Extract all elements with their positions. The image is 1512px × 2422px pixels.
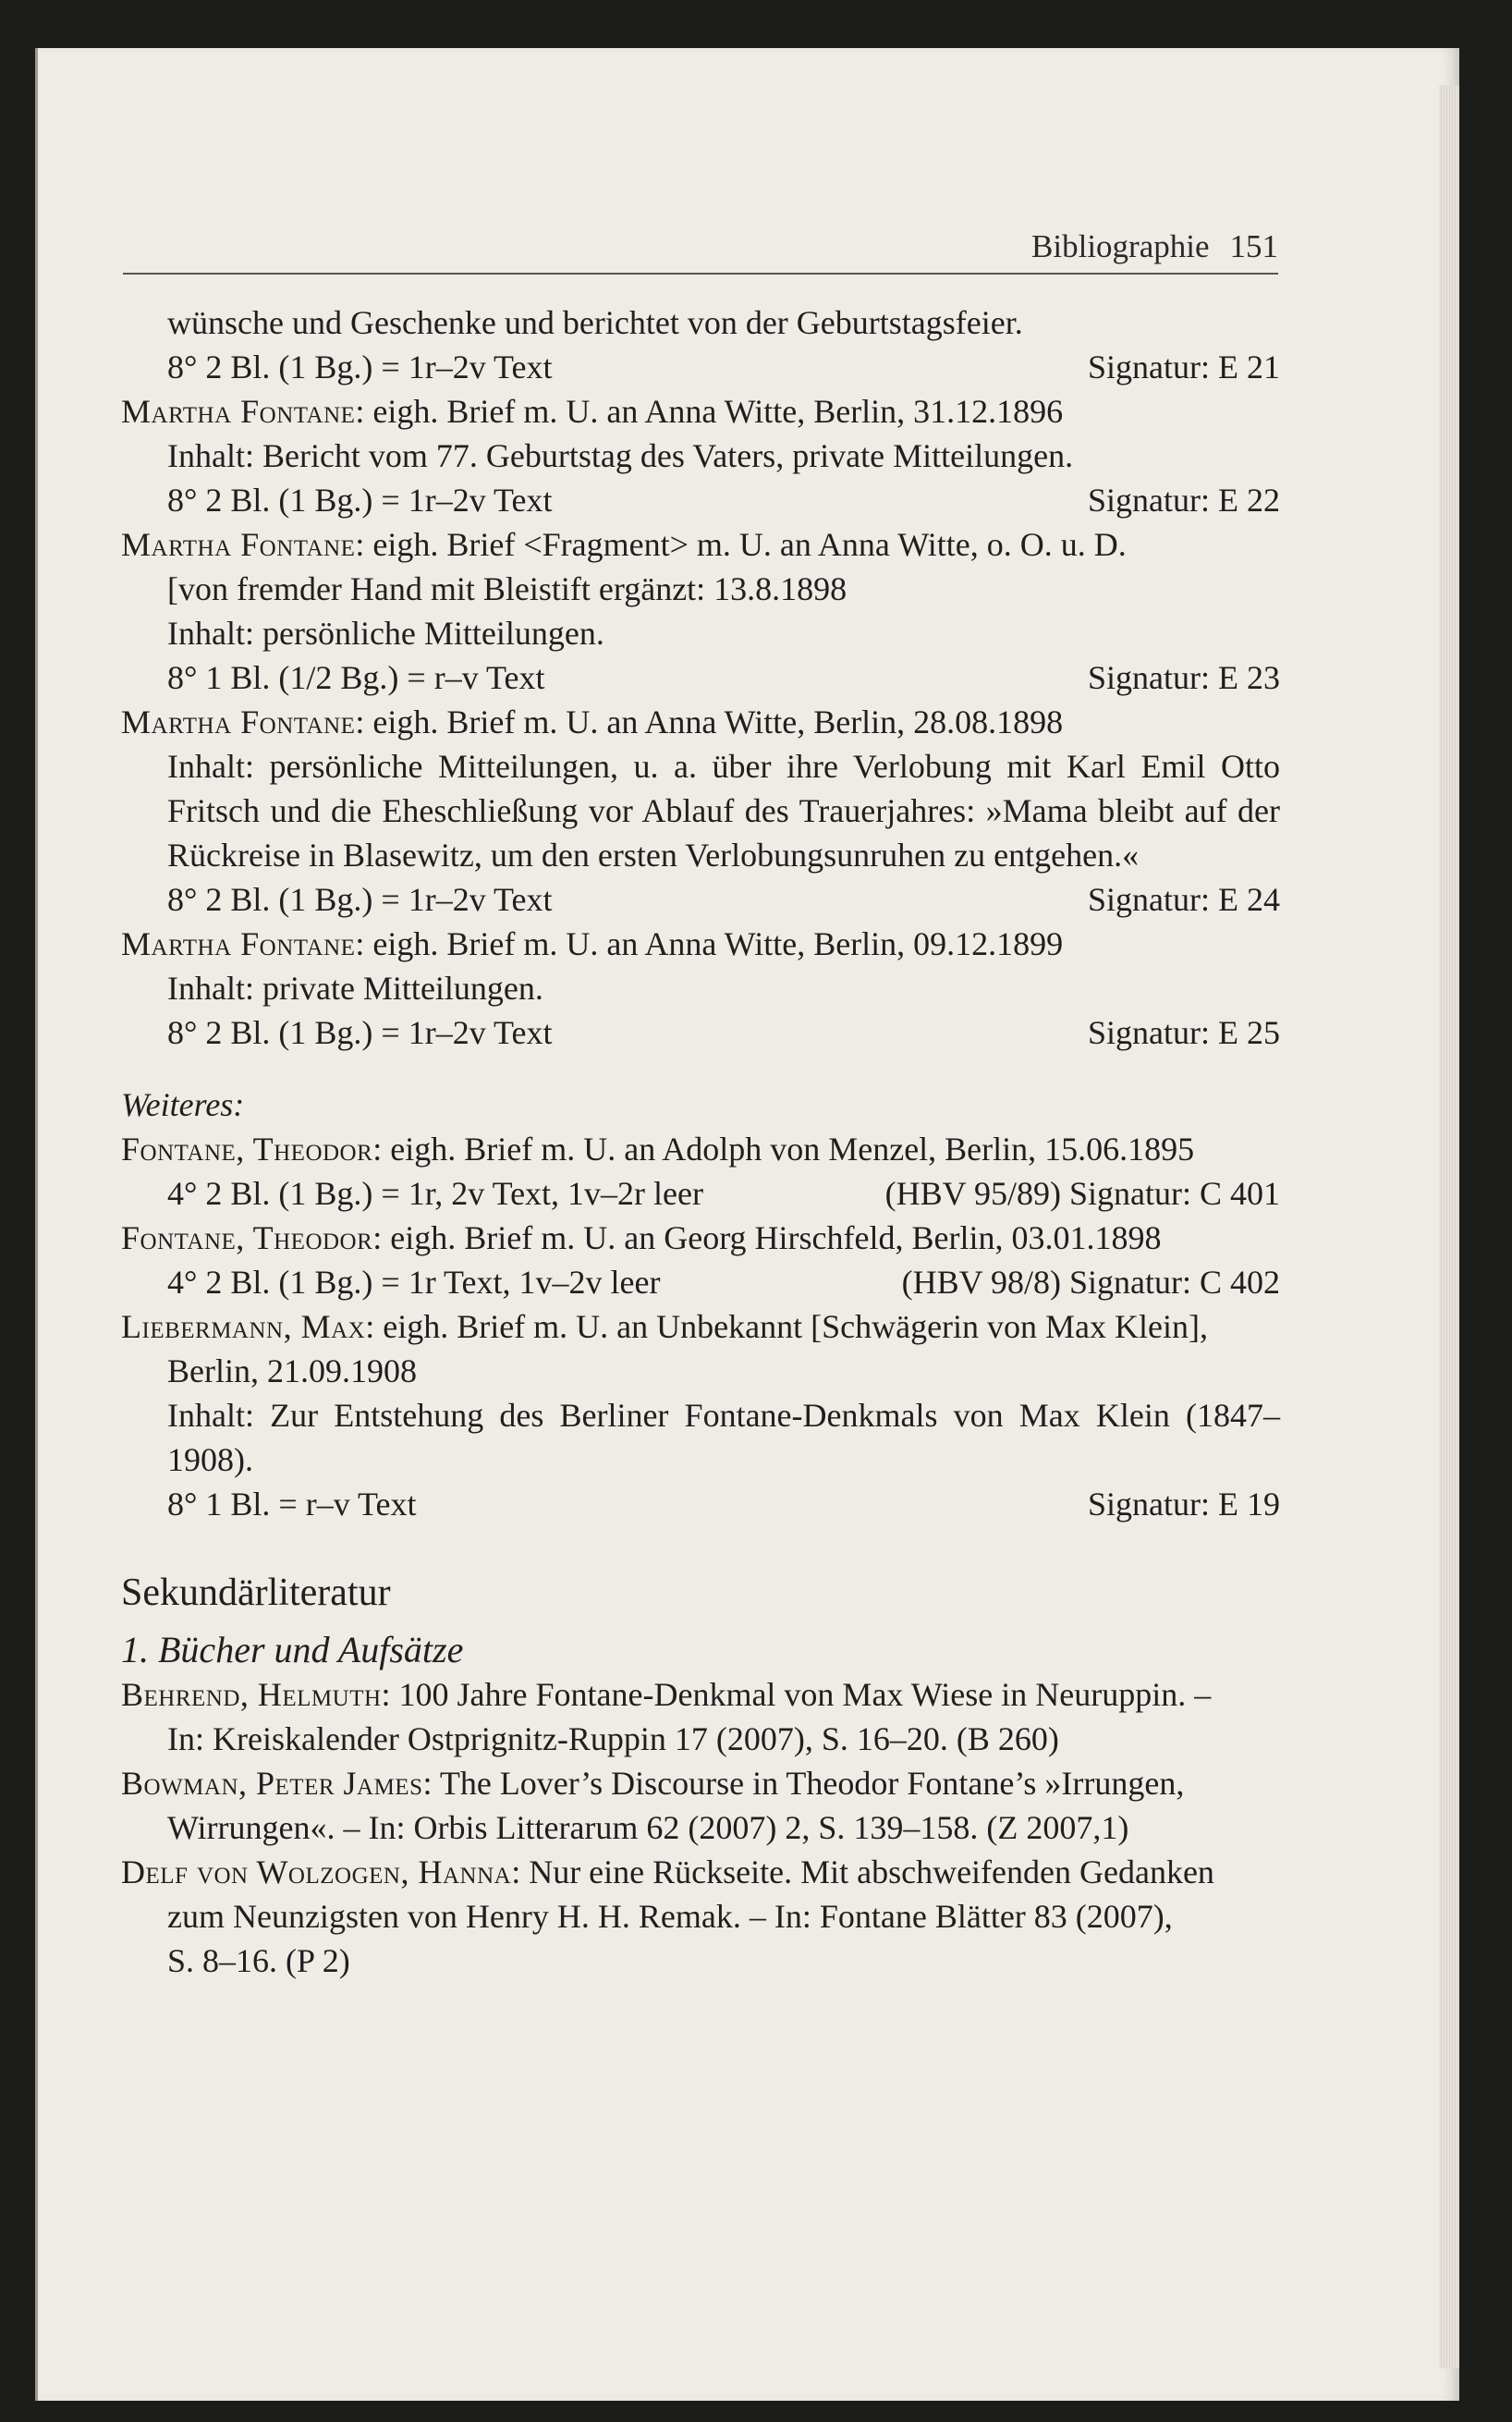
entry-line: Inhalt: Bericht vom 77. Geburtstag des Vaters, private Mitteilungen.: [167, 437, 1074, 474]
entry-format-line: [121, 1482, 1280, 1526]
entry-text: : eigh. Brief m. U. an Georg Hirschfeld, Berlin, 03.01.1898: [372, 1219, 1162, 1256]
entry-format-line: [121, 1260, 1280, 1304]
lit-heading: [121, 1850, 1280, 1894]
entry-format: 8° 2 Bl. (1 Bg.) = 1r–2v Text: [167, 1014, 553, 1051]
subsection-heading: 1. Bücher und Aufsätze: [121, 1629, 464, 1670]
entry-format-line: [121, 478, 1280, 522]
spacer: [121, 1055, 1280, 1083]
entry-signatur: (HBV 98/8) Signatur: C 402: [901, 1264, 1280, 1301]
entry-signatur: Signatur: E 21: [1088, 349, 1280, 385]
entry-line: Inhalt: persönliche Mitteilungen, u. a. über ihre Verlobung mit Karl Emil Otto: [167, 748, 1280, 785]
entry-line: Fritsch und die Eheschließung vor Ablauf des Trauerjahres: »Mama bleibt auf der: [167, 792, 1280, 829]
archive-entry: [121, 300, 1280, 389]
entry-line: Berlin, 21.09.1908: [167, 1352, 417, 1389]
entry-text: : eigh. Brief m. U. an Anna Witte, Berlin, 31.12.1896: [355, 393, 1064, 430]
entry-format: 8° 2 Bl. (1 Bg.) = 1r–2v Text: [167, 482, 553, 519]
page-stack-edge: [1439, 85, 1459, 2368]
entry-line: 1908).: [167, 1441, 253, 1478]
entry-heading: [121, 389, 1280, 434]
entry-text: : eigh. Brief <Fragment> m. U. an Anna Witte, o. O. u. D.: [355, 526, 1127, 563]
literature-entry: [121, 1850, 1280, 1983]
entry-format-line: [121, 1010, 1280, 1055]
lit-line: Wirrungen«. – In: Orbis Litterarum 62 (2007) 2, S. 139–158. (Z 2007,1): [167, 1809, 1129, 1846]
entry-author: Martha Fontane: [121, 393, 356, 430]
entry-author: Martha Fontane: [121, 526, 356, 563]
entry-author: Liebermann, Max: [121, 1308, 366, 1345]
section-heading: Sekundärliteratur: [121, 1572, 391, 1614]
page-number: 151: [1229, 228, 1278, 264]
entry-heading: [121, 1304, 1280, 1349]
lit-text: : The Lover’s Discourse in Theodor Fontane’s »Irrungen,: [422, 1765, 1185, 1802]
entry-format-line: [121, 345, 1280, 389]
lit-line: S. 8–16. (P 2): [167, 1942, 350, 1979]
lit-heading: [121, 1672, 1280, 1717]
entry-line: wünsche und Geschenke und berichtet von der Geburtstagsfeier.: [167, 304, 1023, 341]
archive-entry: [121, 1304, 1280, 1526]
lit-author: Bowman, Peter James: [121, 1765, 423, 1802]
entry-line: Rückreise in Blasewitz, um den ersten Verlobungsunruhen zu entgehen.«: [167, 837, 1140, 874]
entry-heading: [121, 922, 1280, 966]
lit-text: : Nur eine Rückseite. Mit abschweifenden Gedanken: [511, 1853, 1214, 1890]
header-title: Bibliographie: [1031, 228, 1210, 264]
lit-line: zum Neunzigsten von Henry H. H. Remak. – In: Fontane Blätter 83 (2007),: [167, 1898, 1173, 1935]
entry-signatur: Signatur: E 25: [1088, 1014, 1280, 1051]
entry-text: : eigh. Brief m. U. an Adolph von Menzel, Berlin, 15.06.1895: [372, 1131, 1195, 1168]
page-body: [121, 300, 1280, 1983]
entry-format-line: [121, 655, 1280, 700]
literature-entry: [121, 1672, 1280, 1761]
lit-text: : 100 Jahre Fontane-Denkmal von Max Wiese in Neuruppin. –: [381, 1676, 1212, 1713]
archive-entry: [121, 1127, 1280, 1216]
entry-author: Martha Fontane: [121, 925, 356, 962]
entry-heading: [121, 522, 1280, 567]
entry-author: Fontane, Theodor: [121, 1219, 373, 1256]
lit-heading: [121, 1761, 1280, 1805]
entry-heading: [121, 700, 1280, 744]
entry-format-line: [121, 877, 1280, 922]
entry-text: : eigh. Brief m. U. an Anna Witte, Berlin, 28.08.1898: [355, 703, 1064, 740]
entry-format: 8° 1 Bl. (1/2 Bg.) = r–v Text: [167, 659, 545, 696]
archive-entry: [121, 522, 1280, 700]
book-page: [35, 48, 1459, 2401]
entry-heading: [121, 1127, 1280, 1171]
literature-entry: [121, 1761, 1280, 1850]
entry-signatur: (HBV 95/89) Signatur: C 401: [884, 1175, 1280, 1212]
entry-line: Inhalt: Zur Entstehung des Berliner Fontane-Denkmals von Max Klein (1847–: [167, 1397, 1280, 1434]
entry-format: 4° 2 Bl. (1 Bg.) = 1r, 2v Text, 1v–2r leer: [167, 1175, 703, 1212]
entry-format: 8° 2 Bl. (1 Bg.) = 1r–2v Text: [167, 881, 553, 918]
entry-line: Inhalt: persönliche Mitteilungen.: [167, 615, 604, 652]
archive-entry: [121, 389, 1280, 522]
entry-signatur: Signatur: E 19: [1088, 1486, 1280, 1523]
entry-signatur: Signatur: E 23: [1088, 659, 1280, 696]
entry-signatur: Signatur: E 24: [1088, 881, 1280, 918]
entry-author: Martha Fontane: [121, 703, 356, 740]
archive-entry: [121, 700, 1280, 922]
entry-line: Inhalt: private Mitteilungen.: [167, 970, 543, 1007]
entry-format: 8° 2 Bl. (1 Bg.) = 1r–2v Text: [167, 349, 553, 385]
entry-text: : eigh. Brief m. U. an Anna Witte, Berlin, 09.12.1899: [355, 925, 1064, 962]
lit-author: Behrend, Helmuth: [121, 1676, 382, 1713]
entry-format: 4° 2 Bl. (1 Bg.) = 1r Text, 1v–2v leer: [167, 1264, 661, 1301]
entry-format-line: [121, 1171, 1280, 1216]
running-header: [123, 226, 1278, 275]
lit-line: In: Kreiskalender Ostprignitz-Ruppin 17 (2007), S. 16–20. (B 260): [167, 1720, 1059, 1757]
entry-heading: [121, 1216, 1280, 1260]
entry-text: : eigh. Brief m. U. an Unbekannt [Schwägerin von Max Klein],: [365, 1308, 1208, 1345]
entry-signatur: Signatur: E 22: [1088, 482, 1280, 519]
entry-format: 8° 1 Bl. = r–v Text: [167, 1486, 417, 1523]
archive-entry: [121, 922, 1280, 1055]
entry-author: Fontane, Theodor: [121, 1131, 373, 1168]
weiteres-label: Weiteres:: [121, 1086, 245, 1123]
entry-line: [von fremder Hand mit Bleistift ergänzt: 13.8.1898: [167, 570, 847, 607]
lit-author: Delf von Wolzogen, Hanna: [121, 1853, 512, 1890]
archive-entry: [121, 1216, 1280, 1304]
